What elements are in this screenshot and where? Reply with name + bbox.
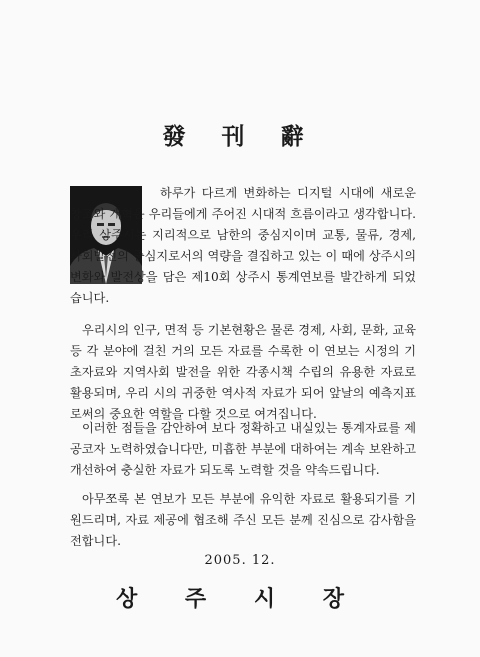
signature-title: 상 주 시 장 (116, 586, 364, 612)
paragraph-2: 우리시의 인구, 면적 등 기본현황은 물론 경제, 사회, 문화, 교육 등 각 분야에 걸친 거의 모든 자료를 수록한 이 연보는 시정의 기초자료와 지역사회 발전을 위한 각종시책 수립의 유용한 자료로 활용되며, 우리 시의 귀중한 역사적 자료가 되어 앞날의 예측지표로써의 중요한 역할을 다할 것으로 여겨집니다. (70, 323, 416, 421)
page-title: 發 刊 辭 (162, 123, 318, 150)
paragraph-1: 하루가 다르게 변화하는 디지털 시대에 새로운 창조와 개혁은 우리들에게 주어진 시대적 흐름이라고 생각합니다. 우리 상주시는 지리적으로 남한의 중심지이며 교통, 물류, 경제, 사회발전의 중심지로서의 역량을 결집하고 있는 이 때에 상주시의 변화와 발전상을 담은 제10회 상주시 통계연보를 발간하게 되었습니다. (70, 186, 416, 305)
paragraph-3: 이러한 점들을 감안하여 보다 정확하고 내실있는 통계자료를 제공코자 노력하였습니다만, 미흡한 부분에 대하여는 계속 보완하고 개선하여 충실한 자료가 되도록 노력할 것을 약속드립니다. (70, 421, 416, 477)
publication-date: 2005. 12. (204, 553, 276, 568)
paragraph-4: 아무쪼록 본 연보가 모든 부분에 유익한 자료로 활용되기를 기원드리며, 자료 제공에 협조해 주신 모든 분께 진심으로 감사함을 전합니다. (70, 492, 416, 548)
